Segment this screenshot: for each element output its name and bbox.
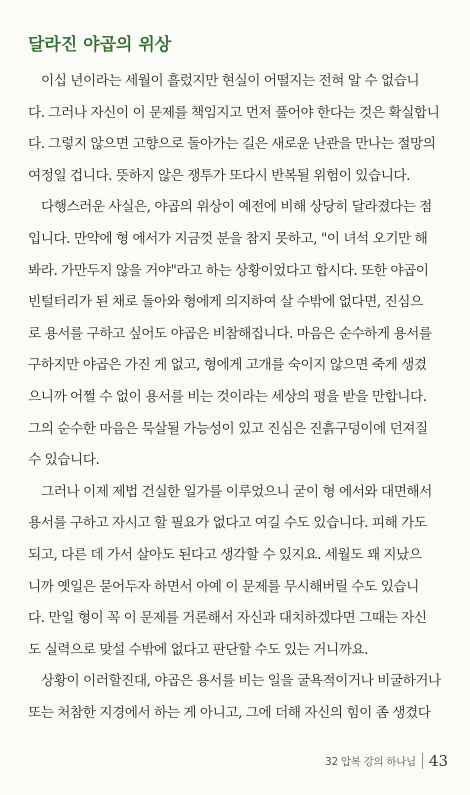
page-footer <box>325 752 448 770</box>
text-line: 다. 그렇지 않으면 고향으로 돌아가는 길은 새로운 난관을 만나는 절망의 <box>28 136 436 153</box>
text-line: 여정일 겁니다. 뜻하지 않은 쟁투가 또다시 반복될 위험이 있습니다. <box>28 167 411 184</box>
paragraph <box>28 66 448 192</box>
text-line: 다. 그러나 자신이 이 문제를 책임지고 먼저 풀어야 한다는 것은 확실합니 <box>28 104 440 121</box>
paragraph <box>28 666 448 729</box>
text-line: 그러나 이제 제법 건실한 일가를 이루었으니 굳이 형 에서와 대면해서 <box>41 483 432 500</box>
text-line: 로 용서를 구하고 싶어도 야곱은 비참해집니다. 마음은 순수하게 용서를 <box>28 325 432 342</box>
paragraph <box>28 477 448 667</box>
section-title: 달라진 야곱의 위상 <box>28 35 172 55</box>
text-line: 이십 년이라는 세월이 흘렀지만 현실이 어떨지는 전혀 알 수 없습니 <box>41 73 420 89</box>
text-line: 용서를 구하고 자시고 할 필요가 없다고 여길 수도 있습니다. 피해 가도 <box>28 515 427 532</box>
footer-divider <box>422 753 423 769</box>
text-line: 다. 만일 형이 꼭 이 문제를 거론해서 자신과 대치하겠다면 그때는 자신 <box>28 610 427 627</box>
text-line: 빈털터리가 된 채로 돌아와 형에게 의지하여 살 수밖에 없다면, 진심으 <box>28 294 423 311</box>
text-line: 그의 순수한 마음은 묵살될 가능성이 있고 진심은 진흙구덩이에 던져질 <box>28 420 428 437</box>
text-line: 입니다. 만약에 형 에서가 지금껏 분을 참지 못하고, "이 녀석 오기만 해 <box>28 230 428 247</box>
text-line: 또는 처참한 지경에서 하는 게 아니고, 그에 더해 자신의 힘이 좀 생겼다 <box>28 704 431 721</box>
text-line: 수 있습니다. <box>28 452 100 469</box>
text-line: 니까 옛일은 묻어두자 하면서 아예 이 문제를 무시해버릴 수도 있습니 <box>28 578 419 595</box>
chapter-label: 32 압복 강의 하나님 <box>325 755 416 768</box>
text-line: 구하지만 야곱은 가진 게 없고, 형에게 고개를 숙이지 않으면 죽게 생겼 <box>28 357 427 374</box>
text-line: 다행스러운 사실은, 야곱의 위상이 예전에 비해 상당히 달라졌다는 점 <box>41 199 432 216</box>
text-line: 봐라. 가만두지 않을 거야"라고 하는 상황이었다고 합시다. 또한 야곱이 <box>28 262 429 279</box>
text-line: 되고, 다른 데 가서 살아도 된다고 생각할 수 있지요. 세월도 꽤 지났으 <box>28 546 422 563</box>
text-line: 상황이 이러할진대, 야곱은 용서를 비는 일을 굴욕적이거나 비굴하거나 <box>41 673 441 690</box>
text-line: 도 실력으로 맞설 수밖에 없다고 판단할 수도 있는 거니까요. <box>28 641 368 658</box>
body-text <box>28 66 448 729</box>
paragraph <box>28 192 448 476</box>
page-number: 43 <box>428 752 448 770</box>
text-line: 으니까 어쩔 수 없이 용서를 비는 것이라는 세상의 평을 받을 만합니다. <box>28 388 427 405</box>
